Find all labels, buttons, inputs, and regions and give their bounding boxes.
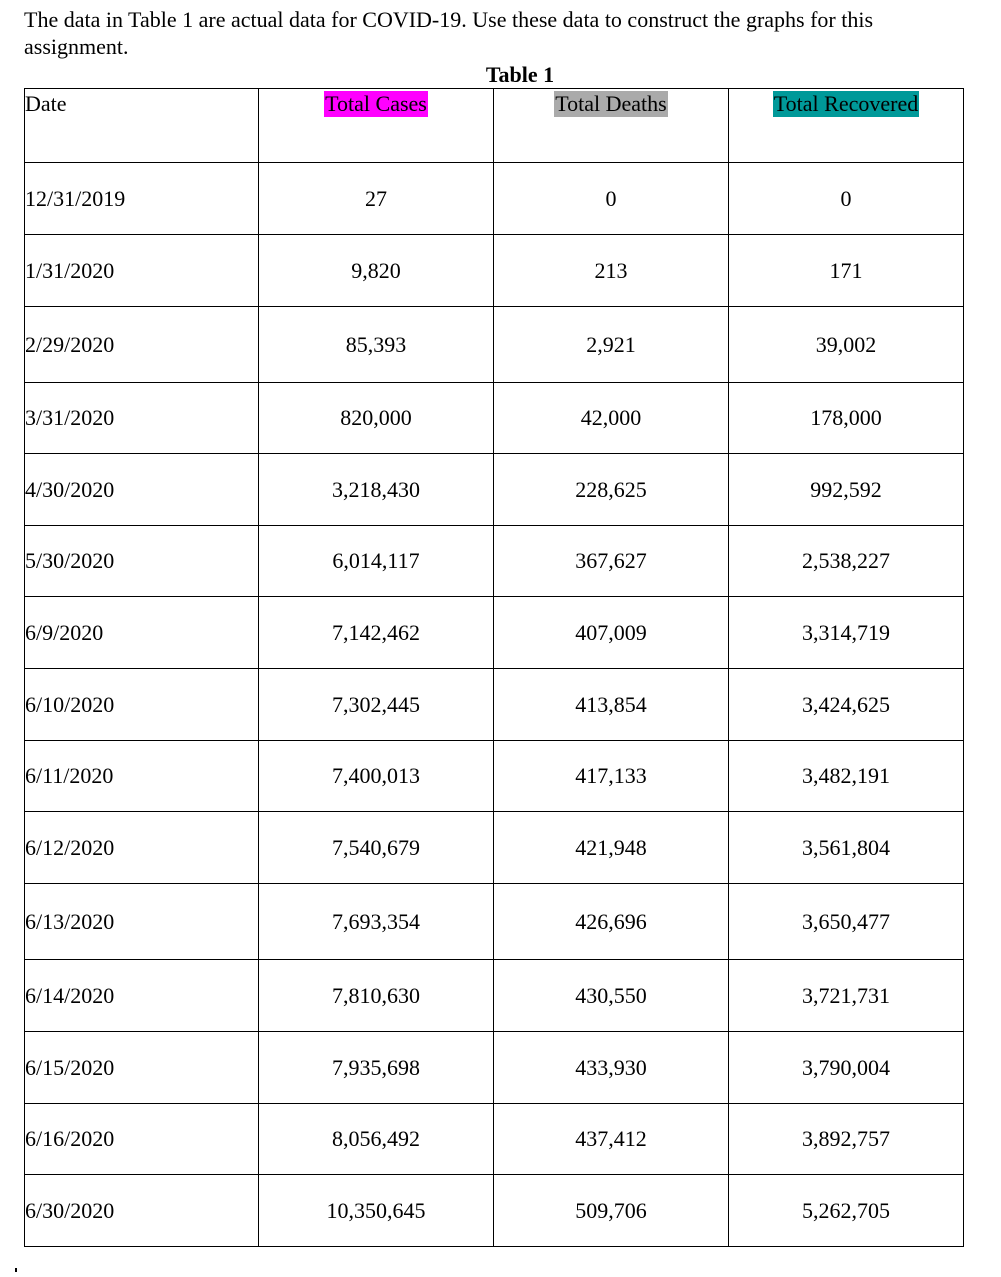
cell-total-cases: 7,693,354: [259, 884, 494, 960]
cell-total-deaths: 228,625: [494, 454, 729, 526]
cell-total-deaths: 213: [494, 235, 729, 307]
cell-total-recovered: 3,424,625: [729, 669, 964, 741]
header-total-deaths: [494, 89, 729, 163]
table-row: [25, 960, 964, 1032]
cell-date: 3/31/2020: [25, 383, 259, 454]
cell-total-cases: 7,142,462: [259, 597, 494, 669]
header-total-recovered: [729, 89, 964, 163]
table-row: [25, 741, 964, 812]
table-row: [25, 307, 964, 383]
cell-total-cases: 7,810,630: [259, 960, 494, 1032]
cell-total-recovered: 178,000: [729, 383, 964, 454]
cell-total-deaths: 509,706: [494, 1175, 729, 1247]
cell-date: 6/13/2020: [25, 884, 259, 960]
cell-total-recovered: 39,002: [729, 307, 964, 383]
table-row: [25, 669, 964, 741]
table-row: [25, 1175, 964, 1247]
cell-date: 6/10/2020: [25, 669, 259, 741]
table-row: [25, 163, 964, 235]
table-row: [25, 812, 964, 884]
cell-total-cases: 7,400,013: [259, 741, 494, 812]
cell-total-recovered: 5,262,705: [729, 1175, 964, 1247]
table-row: [25, 1104, 964, 1175]
cell-total-deaths: 426,696: [494, 884, 729, 960]
cell-date: 1/31/2020: [25, 235, 259, 307]
page-mark: [15, 1268, 17, 1272]
cell-total-cases: 820,000: [259, 383, 494, 454]
cell-total-recovered: 0: [729, 163, 964, 235]
cell-date: 6/30/2020: [25, 1175, 259, 1247]
table-row: [25, 454, 964, 526]
header-total-cases-label: Total Cases: [325, 91, 427, 116]
cell-total-cases: 8,056,492: [259, 1104, 494, 1175]
cell-total-recovered: 992,592: [729, 454, 964, 526]
cell-total-deaths: 367,627: [494, 526, 729, 597]
table-row: [25, 383, 964, 454]
header-date: [25, 89, 259, 163]
header-total-recovered-label: Total Recovered: [773, 91, 919, 116]
cell-total-recovered: 171: [729, 235, 964, 307]
cell-total-deaths: 0: [494, 163, 729, 235]
cell-total-deaths: 421,948: [494, 812, 729, 884]
cell-date: 6/9/2020: [25, 597, 259, 669]
cell-total-recovered: 3,650,477: [729, 884, 964, 960]
cell-date: 6/16/2020: [25, 1104, 259, 1175]
cell-total-deaths: 433,930: [494, 1032, 729, 1104]
cell-total-recovered: 3,790,004: [729, 1032, 964, 1104]
table-body: [25, 163, 964, 1247]
table-caption: Table 1: [485, 62, 555, 87]
cell-date: 6/14/2020: [25, 960, 259, 1032]
cell-total-cases: 7,540,679: [259, 812, 494, 884]
table-row: [25, 1032, 964, 1104]
cell-total-deaths: 2,921: [494, 307, 729, 383]
cell-total-recovered: 2,538,227: [729, 526, 964, 597]
header-date-label: Date: [25, 91, 67, 116]
table-header-row: [25, 89, 964, 163]
cell-date: 6/12/2020: [25, 812, 259, 884]
cell-date: 12/31/2019: [25, 163, 259, 235]
cell-total-deaths: 413,854: [494, 669, 729, 741]
table-row: [25, 526, 964, 597]
cell-total-cases: 3,218,430: [259, 454, 494, 526]
cell-total-recovered: 3,721,731: [729, 960, 964, 1032]
header-total-deaths-label: Total Deaths: [555, 91, 667, 116]
cell-total-cases: 85,393: [259, 307, 494, 383]
cell-total-cases: 6,014,117: [259, 526, 494, 597]
cell-total-cases: 27: [259, 163, 494, 235]
cell-date: 6/11/2020: [25, 741, 259, 812]
cell-total-cases: 10,350,645: [259, 1175, 494, 1247]
covid-data-table: [24, 88, 964, 1247]
cell-total-recovered: 3,561,804: [729, 812, 964, 884]
cell-total-recovered: 3,314,719: [729, 597, 964, 669]
cell-total-deaths: 437,412: [494, 1104, 729, 1175]
cell-date: 2/29/2020: [25, 307, 259, 383]
cell-total-deaths: 430,550: [494, 960, 729, 1032]
cell-total-recovered: 3,892,757: [729, 1104, 964, 1175]
cell-total-cases: 9,820: [259, 235, 494, 307]
cell-total-deaths: 407,009: [494, 597, 729, 669]
cell-total-cases: 7,935,698: [259, 1032, 494, 1104]
table-row: [25, 235, 964, 307]
header-total-cases: [259, 89, 494, 163]
cell-date: 6/15/2020: [25, 1032, 259, 1104]
cell-total-recovered: 3,482,191: [729, 741, 964, 812]
intro-paragraph: The data in Table 1 are actual data for COVID-19. Use these data to construct the graphs for this assignment.: [24, 7, 874, 59]
cell-total-cases: 7,302,445: [259, 669, 494, 741]
cell-total-deaths: 417,133: [494, 741, 729, 812]
cell-date: 5/30/2020: [25, 526, 259, 597]
table-row: [25, 597, 964, 669]
cell-date: 4/30/2020: [25, 454, 259, 526]
table-row: [25, 884, 964, 960]
cell-total-deaths: 42,000: [494, 383, 729, 454]
